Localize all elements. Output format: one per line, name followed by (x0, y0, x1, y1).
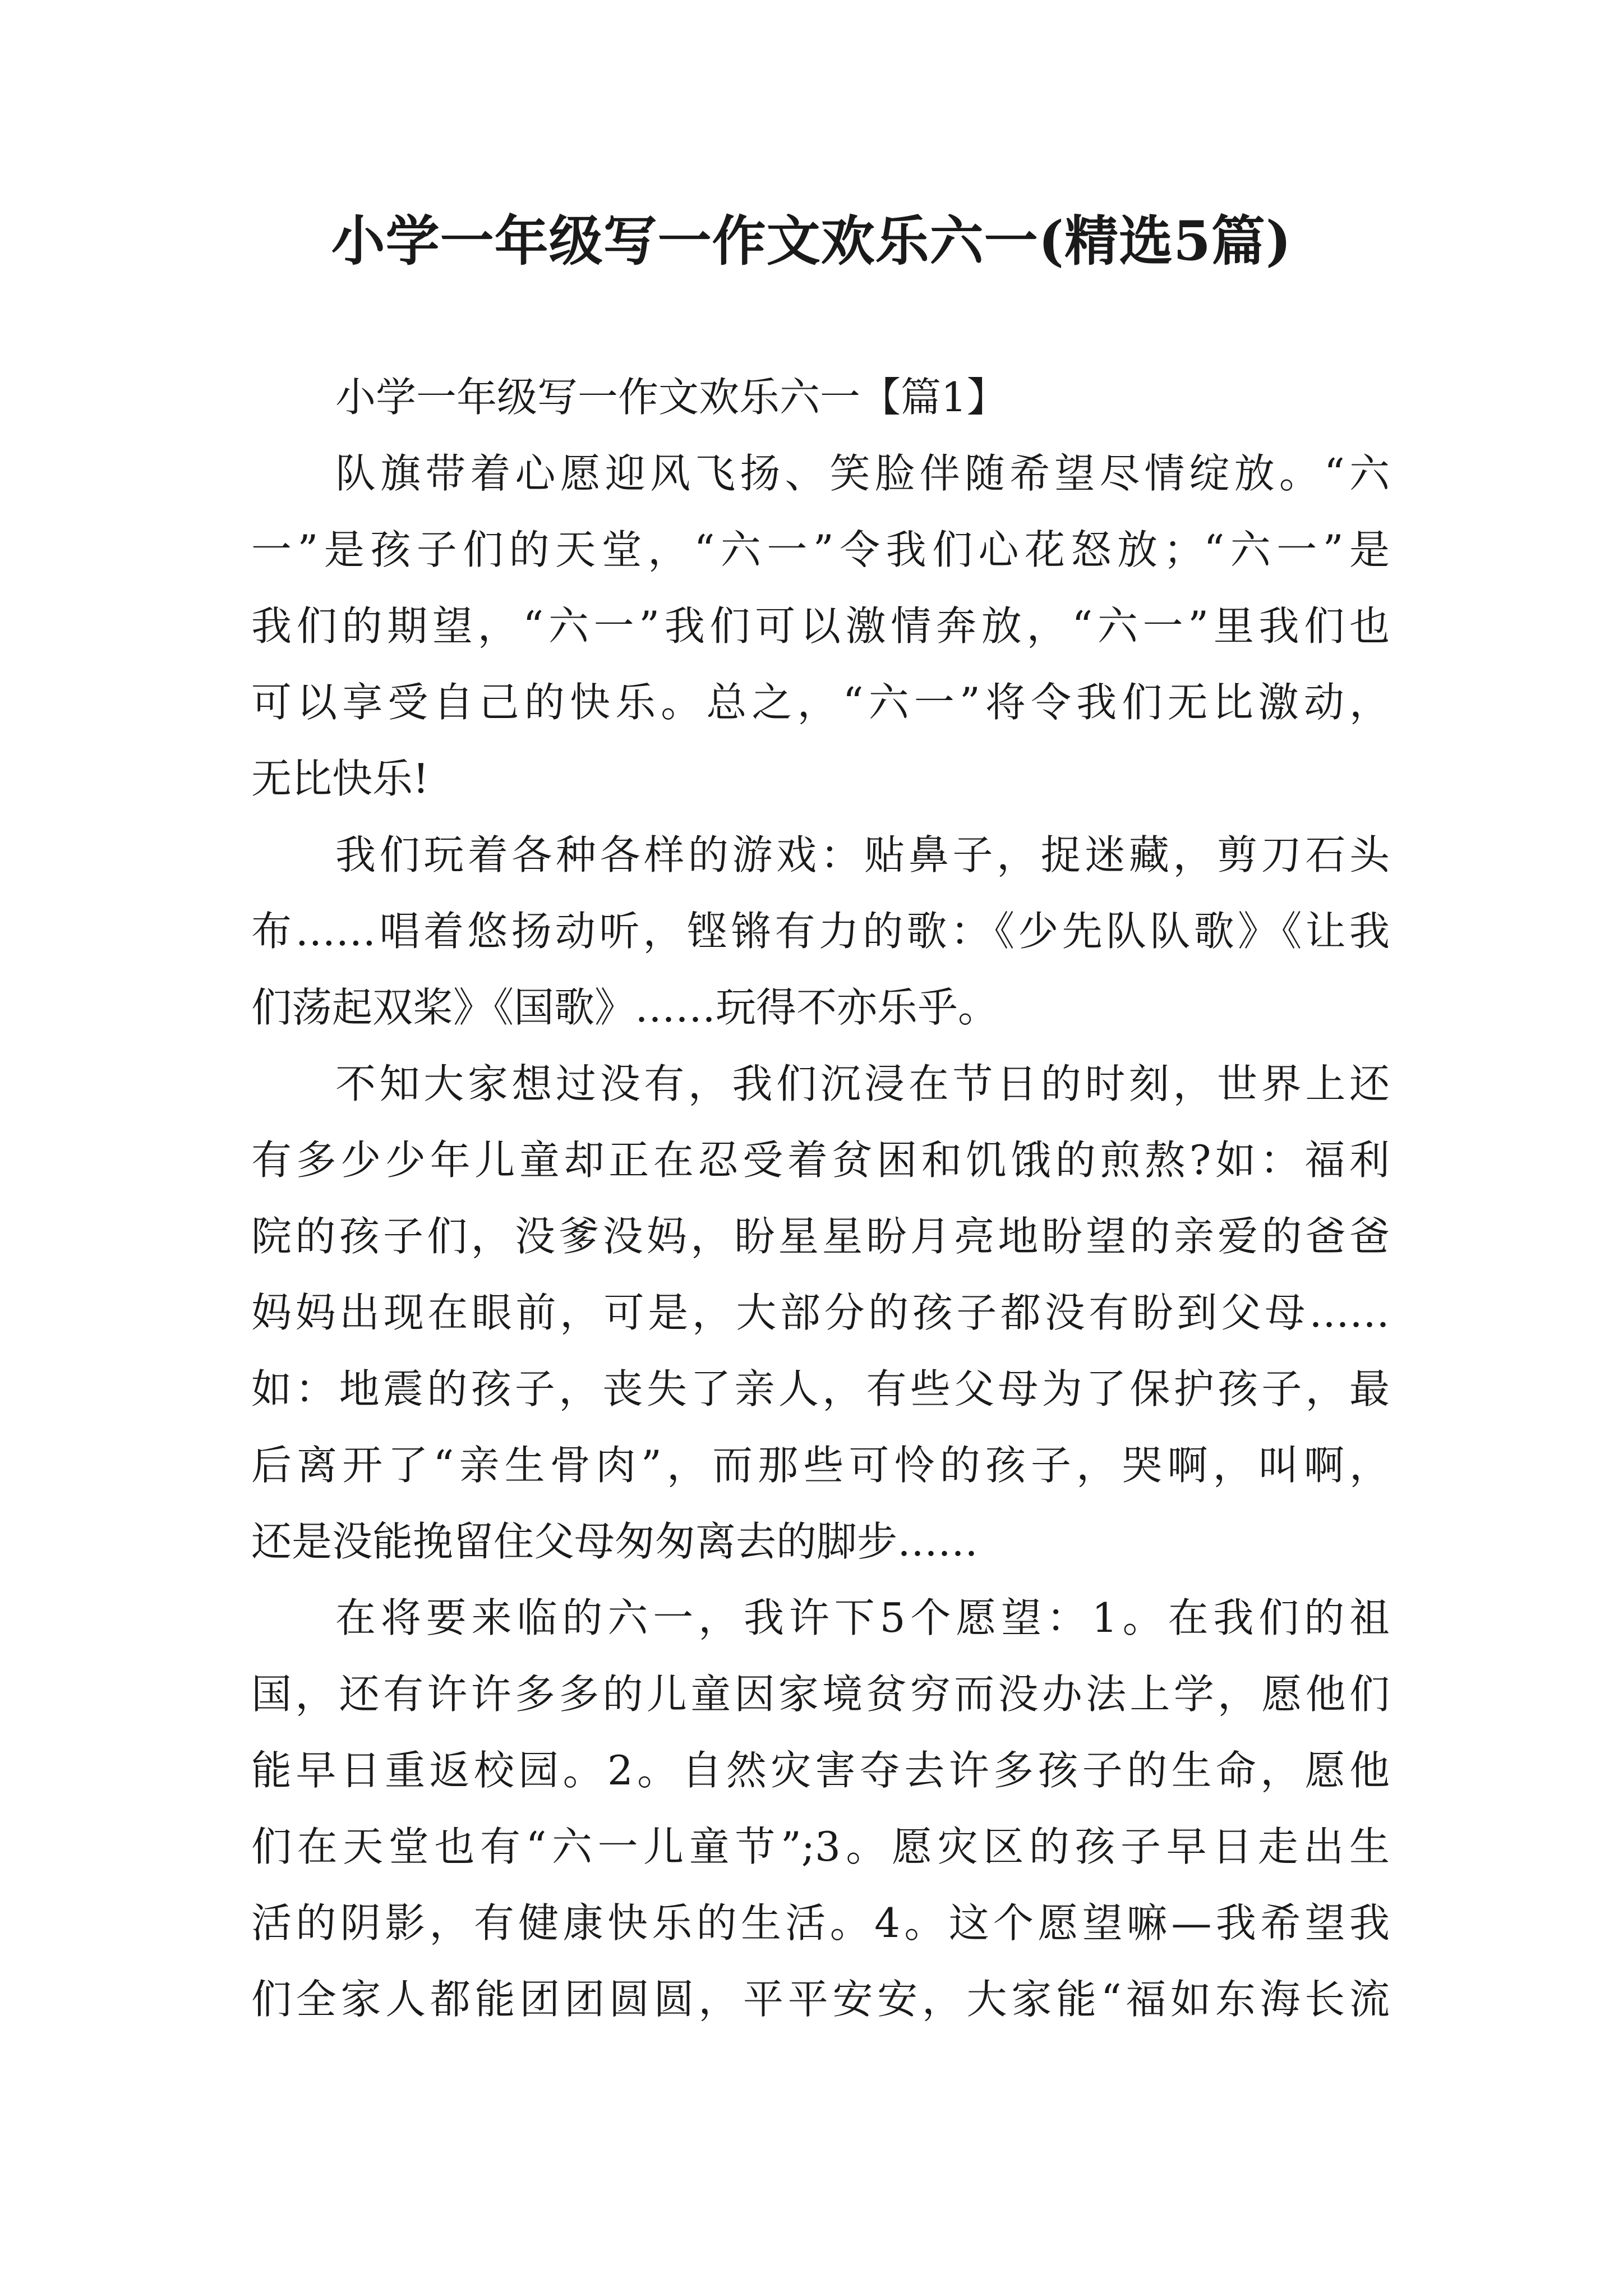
document-title: 小学一年级写一作文欢乐六一(精选5篇) (331, 209, 1292, 273)
paragraph-line: 无比快乐! (251, 755, 429, 802)
paragraph-line: 我们的期望，“六一”我们可以激情奔放，“六一”里我们也 (251, 602, 1390, 650)
paragraph-line: 后离开了“亲生骨肉”，而那些可怜的孩子，哭啊，叫啊， (251, 1442, 1390, 1489)
paragraph-line: 国，还有许许多多的儿童因家境贫穷而没办法上学，愿他们 (251, 1671, 1390, 1718)
paragraph-line: 有多少少年儿童却正在忍受着贫困和饥饿的煎熬?如：福利 (251, 1137, 1390, 1184)
paragraph-line: 活的阴影，有健康快乐的生活。4。这个愿望嘛—我希望我 (251, 1899, 1390, 1947)
paragraph-line: 院的孩子们，没爹没妈，盼星星盼月亮地盼望的亲爱的爸爸 (251, 1213, 1390, 1260)
paragraph-line: 一”是孩子们的天堂，“六一”令我们心花怒放；“六一”是 (251, 526, 1390, 573)
paragraph-line: 队旗带着心愿迎风飞扬、笑脸伴随希望尽情绽放。“六 (335, 450, 1390, 497)
paragraph-line: 能早日重返校园。2。自然灾害夺去许多孩子的生命，愿他 (251, 1747, 1390, 1794)
paragraph-line: 在将要来临的六一，我许下5个愿望：1。在我们的祖 (335, 1594, 1390, 1641)
paragraph-line: 们在天堂也有“六一儿童节”;3。愿灾区的孩子早日走出生 (251, 1823, 1390, 1870)
paragraph-line: 布……唱着悠扬动听，铿锵有力的歌：《少先队队歌》《让我 (251, 908, 1390, 955)
paragraph-line: 如：地震的孩子，丧失了亲人，有些父母为了保护孩子，最 (251, 1365, 1390, 1412)
paragraph-line: 我们玩着各种各样的游戏：贴鼻子，捉迷藏，剪刀石头 (335, 831, 1390, 878)
document-body (251, 359, 1390, 2037)
paragraph-line: 不知大家想过没有，我们沉浸在节日的时刻，世界上还 (335, 1060, 1390, 1107)
paragraph-line: 们全家人都能团团圆圆，平平安安，大家能“福如东海长流 (251, 1976, 1390, 2023)
paragraph-line: 妈妈出现在眼前，可是，大部分的孩子都没有盼到父母…… (251, 1289, 1390, 1336)
paragraph-line: 可以享受自己的快乐。总之，“六一”将令我们无比激动， (251, 679, 1390, 726)
paragraph-line: 们荡起双桨》《国歌》……玩得不亦乐乎。 (251, 984, 999, 1031)
paragraph-line: 还是没能挽留住父母匆匆离去的脚步…… (251, 1518, 979, 1565)
section-heading: 小学一年级写一作文欢乐六一【篇1】 (335, 374, 1007, 421)
